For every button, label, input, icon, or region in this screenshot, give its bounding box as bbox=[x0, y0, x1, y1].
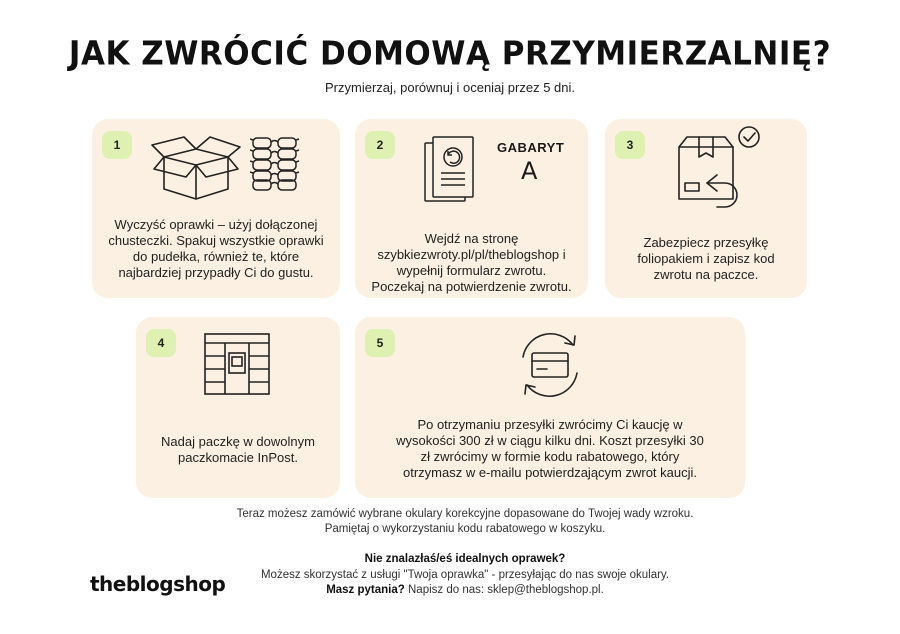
step-text: Wejdź na stronę szybkiezwroty.pl/pl/theblogshop i wypełnij formularz zwrotu. Poczekaj na potwierdzenie zwrotu. bbox=[371, 231, 572, 294]
step-text: Nadaj paczkę w dowolnym paczkomacie InPost. bbox=[161, 434, 315, 465]
step-number-badge: 4 bbox=[146, 329, 176, 357]
footer-reminder-line: Pamiętaj o wykorzystaniu kodu rabatowego w koszyku. bbox=[324, 523, 606, 535]
footer-question-heading bbox=[180, 553, 750, 565]
footer-contact-line bbox=[180, 584, 750, 596]
step-number-badge: 3 bbox=[615, 131, 645, 159]
step-text: Wyczyść oprawki – użyj dołączonej chusteczki. Spakuj wszystkie oprawki do pudełka, również te, które najbardziej przypadły Ci do gustu. bbox=[108, 217, 324, 280]
footer-question-text: Nie znalazłaś/eś idealnych oprawek? bbox=[364, 553, 566, 565]
footer-info-line: Teraz możesz zamówić wybrane okulary korekcyjne dopasowane do Twojej wady wzroku. bbox=[236, 508, 694, 520]
step-text: Po otrzymaniu przesyłki zwrócimy Ci kaucję w wysokości 300 zł w ciągu kilku dni. Koszt przesyłki 30 zł zwrócimy w formie kodu rabatowego, który otrzymasz w e-mailu potwierdzającym zwrot kaucji. bbox=[396, 417, 704, 480]
card-refund-icon bbox=[513, 331, 587, 399]
step-number-badge: 5 bbox=[365, 329, 395, 357]
parcel-return-icon bbox=[673, 123, 769, 209]
gabaryt-value: A bbox=[521, 157, 538, 185]
gabaryt-label: GABARYT bbox=[497, 140, 565, 155]
contact-email-text[interactable]: Napisz do nas: sklep@theblogshop.pl. bbox=[404, 584, 604, 596]
step-number-badge: 2 bbox=[365, 131, 395, 159]
step-card-2 bbox=[355, 119, 588, 298]
page-title: JAK ZWRÓCIĆ DOMOWĄ PRZYMIERZALNIĘ? bbox=[68, 35, 832, 73]
parcel-locker-icon bbox=[204, 333, 270, 395]
return-form-document-icon bbox=[423, 135, 477, 207]
open-box-icon bbox=[150, 131, 242, 201]
step-card-4 bbox=[136, 317, 340, 498]
step-number-badge: 1 bbox=[102, 131, 132, 159]
page-subtitle: Przymierzaj, porównuj i oceniaj przez 5 dni. bbox=[325, 80, 575, 95]
glasses-stack-icon bbox=[250, 134, 300, 192]
step-text: Zabezpiecz przesyłkę foliopakiem i zapisz kod zwrotu na paczce. bbox=[637, 235, 775, 282]
footer-service-line: Możesz skorzystać z usługi "Twoja oprawka" - przesyłając do nas swoje okulary. bbox=[260, 569, 670, 581]
contact-label: Masz pytania? bbox=[326, 584, 405, 596]
step-card-3 bbox=[605, 119, 807, 298]
step-card-5 bbox=[355, 317, 745, 498]
brand-logo[interactable]: theblogshop bbox=[90, 572, 226, 596]
step-card-1 bbox=[92, 119, 340, 298]
